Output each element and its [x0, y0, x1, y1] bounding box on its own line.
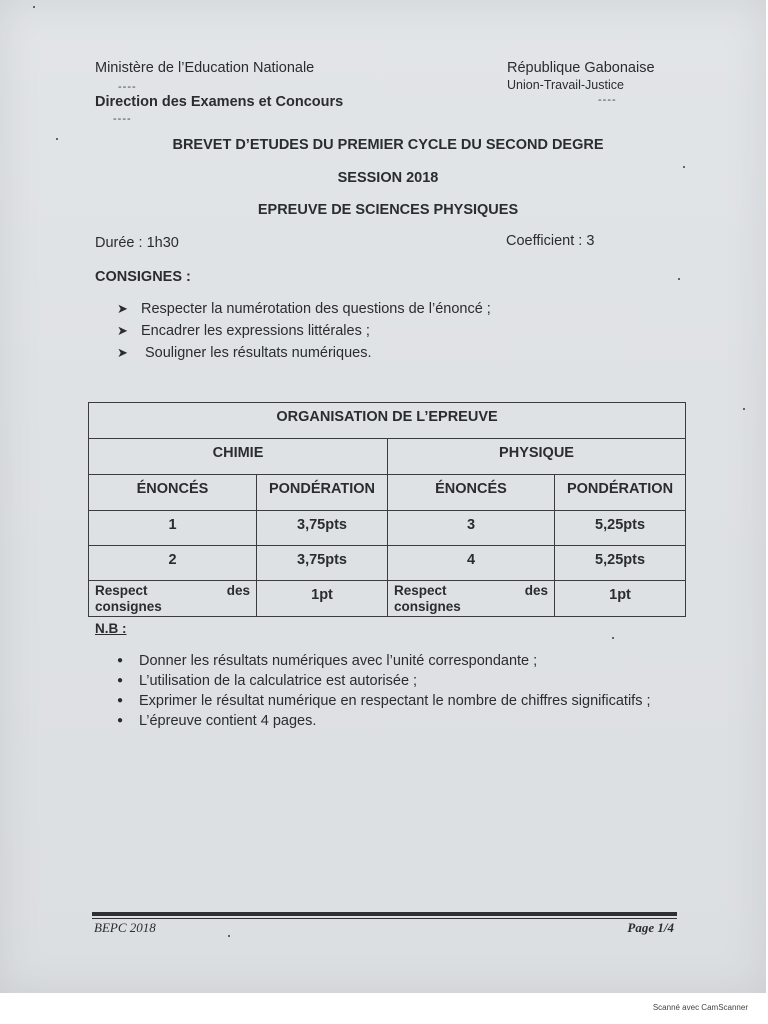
- header-separator-left-2: ----: [113, 113, 132, 125]
- chimie-enonce: 2: [89, 546, 257, 581]
- exam-duration: Durée : 1h30: [95, 235, 179, 251]
- table-row: [89, 511, 686, 546]
- nb-list: [117, 651, 677, 731]
- chimie-header: CHIMIE: [89, 439, 388, 475]
- consignes-heading: CONSIGNES :: [95, 269, 191, 285]
- physique-enonce: 3: [388, 511, 555, 546]
- physique-respect-ponderation: 1pt: [555, 581, 686, 617]
- physique-respect-consignes: Respect des consignes: [388, 581, 555, 617]
- direction-name: Direction des Examens et Concours: [95, 94, 344, 110]
- column-header-enonces: ÉNONCÉS: [388, 475, 555, 511]
- bullet-icon: ●: [117, 695, 124, 706]
- chimie-ponderation: 3,75pts: [257, 546, 388, 581]
- country-name: République Gabonaise: [507, 60, 655, 76]
- column-header-ponderation: PONDÉRATION: [555, 475, 686, 511]
- scan-speck: [612, 637, 614, 639]
- table-row: [89, 546, 686, 581]
- column-header-enonces: ÉNONCÉS: [89, 475, 257, 511]
- consigne-item: ➤ Encadrer les expressions littérales ;: [117, 320, 491, 342]
- chimie-respect-ponderation: 1pt: [257, 581, 388, 617]
- footer-rule-thin: [92, 918, 677, 919]
- nb-heading: N.B :: [95, 621, 127, 636]
- header-separator-left-1: ----: [118, 81, 137, 93]
- exam-session: SESSION 2018: [337, 170, 439, 186]
- chimie-respect-consignes: Respect des consignes: [89, 581, 257, 617]
- scan-speck: [56, 138, 58, 140]
- nb-item: ● L’épreuve contient 4 pages.: [117, 713, 317, 729]
- bullet-icon: ●: [117, 655, 124, 666]
- header-separator-right: ----: [598, 94, 617, 106]
- physique-header: PHYSIQUE: [388, 439, 686, 475]
- consigne-item: ➤ Souligner les résultats numériques.: [117, 342, 491, 364]
- organisation-table: [88, 402, 686, 617]
- bullet-icon: ●: [117, 675, 124, 686]
- camscanner-watermark: Scanné avec CamScanner: [652, 1003, 748, 1012]
- scan-speck: [228, 935, 230, 937]
- nb-item: ● L’utilisation de la calculatrice est autorisée ;: [117, 673, 418, 689]
- scan-speck: [678, 278, 680, 280]
- chimie-enonce: 1: [89, 511, 257, 546]
- nb-item: ● Exprimer le résultat numérique en respectant le nombre de chiffres significatifs ;: [117, 693, 651, 709]
- exam-title: BREVET D’ETUDES DU PREMIER CYCLE DU SECOND DEGRE: [172, 137, 604, 153]
- exam-subject: EPREUVE DE SCIENCES PHYSIQUES: [257, 202, 519, 218]
- column-header-ponderation: PONDÉRATION: [257, 475, 388, 511]
- table-title: ORGANISATION DE L’EPREUVE: [89, 403, 686, 439]
- exam-coefficient: Coefficient : 3: [506, 233, 595, 249]
- table-row: [89, 581, 686, 617]
- country-motto: Union-Travail-Justice: [507, 78, 624, 92]
- arrow-bullet-icon: ➤: [117, 345, 128, 360]
- physique-ponderation: 5,25pts: [555, 546, 686, 581]
- ministry-name: Ministère de l’Education Nationale: [95, 60, 315, 76]
- footer-page-number: Page 1/4: [627, 920, 674, 935]
- nb-item: ● Donner les résultats numériques avec l’unité correspondante ;: [117, 653, 538, 669]
- bullet-icon: ●: [117, 715, 124, 726]
- scan-speck: [743, 408, 745, 410]
- consigne-item: ➤ Respecter la numérotation des questions de l’énoncé ;: [117, 298, 491, 320]
- chimie-ponderation: 3,75pts: [257, 511, 388, 546]
- scan-speck: [33, 6, 35, 8]
- arrow-bullet-icon: ➤: [117, 323, 128, 338]
- consignes-list: [117, 298, 491, 364]
- scan-speck: [683, 166, 685, 168]
- footer-exam-code: BEPC 2018: [94, 920, 156, 935]
- physique-enonce: 4: [388, 546, 555, 581]
- footer-rule: [92, 912, 677, 916]
- physique-ponderation: 5,25pts: [555, 511, 686, 546]
- arrow-bullet-icon: ➤: [117, 301, 128, 316]
